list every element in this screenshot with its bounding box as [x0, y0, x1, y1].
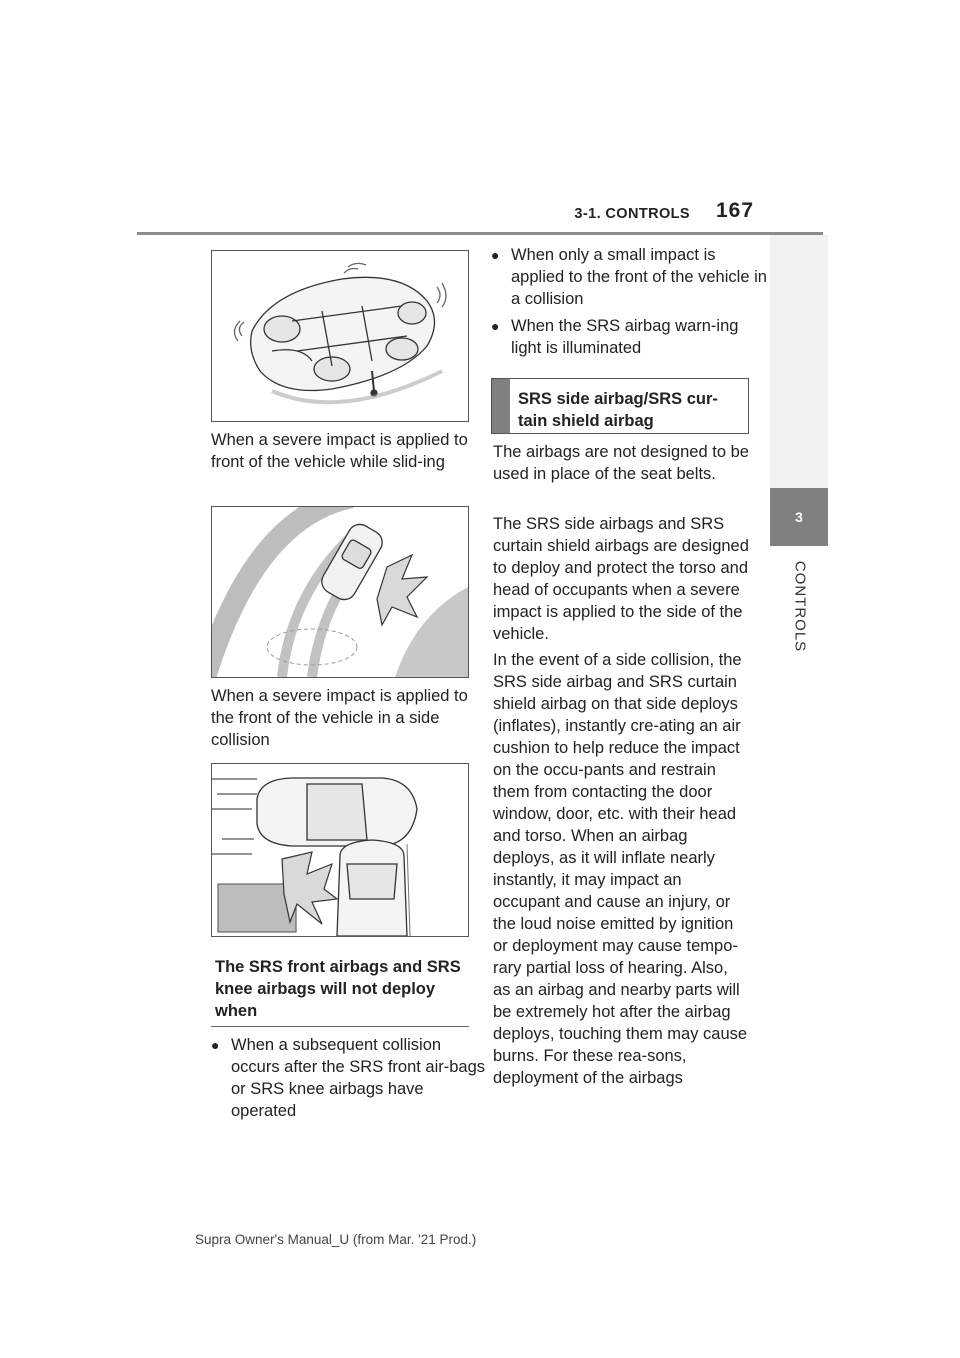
section-heading-box [491, 378, 749, 434]
side-collision-illustration [212, 764, 468, 936]
figure-side-collision-top [211, 763, 469, 937]
figure2-caption: When a severe impact is applied to the front of the vehicle in a side collision [211, 687, 468, 749]
page-number: 167 [716, 199, 755, 222]
paragraph: The airbags are not designed to be used in place of the seat belts. [493, 443, 749, 483]
section-title: 3-1. CONTROLS [574, 206, 690, 222]
paragraph: In the event of a side collision, the SRS side airbag and SRS curtain shield airbag on that side deploys (inflates), instantly cre-ating an air cushion to help reduce the impact on the occu-pants and restrain them from contacting the door window, door, etc. with their head and torso. When an airbag deploys, as it will inflate nearly instantly, it may impact an occupant and cause an injury, or the loud noise emitted by ignition or deployment may cause tempo-rary partial loss of hearing. Also, as an airbag and nearby parts will be extremely hot after the airbag deploys, touching them may cause burns. For these rea-sons, deployment of the airbags [493, 651, 748, 1087]
list-item: ● When a subsequent collision occurs after the SRS front air-bags or SRS knee airbags have operated [211, 1034, 489, 1122]
header-rule [137, 232, 823, 235]
list-item: ● When the SRS airbag warn-ing light is illuminated [491, 315, 767, 359]
chapter-label-tab [780, 560, 818, 660]
paragraph: The SRS side airbags and SRS curtain shield airbags are designed to deploy and protect the torso and head of occupants when a severe impact is applied to the side of the vehicle. [493, 515, 749, 643]
figure1-caption: When a severe impact is applied to front of the vehicle while slid-ing [211, 431, 468, 471]
figure-vehicle-sliding [211, 250, 469, 422]
section-heading: SRS side airbag/SRS cur-tain shield airbag [518, 390, 718, 430]
no-deploy-subheading: The SRS front airbags and SRS knee airbags will not deploy when [215, 958, 461, 1020]
footer-text: Supra Owner's Manual_U (from Mar. '21 Prod.) [195, 1232, 477, 1247]
heading-accent-bar [492, 379, 510, 433]
side-tab-background [770, 235, 828, 488]
subheading-rule [211, 1026, 469, 1027]
list-item: ● When only a small impact is applied to the front of the vehicle in a collision [491, 244, 767, 310]
figure-side-collision-slide [211, 506, 469, 678]
curve-collision-illustration [212, 507, 468, 677]
vehicle-underside-illustration [212, 251, 468, 421]
chapter-number-tab: 3 [770, 488, 828, 546]
chapter-label: CONTROLS [791, 560, 809, 653]
